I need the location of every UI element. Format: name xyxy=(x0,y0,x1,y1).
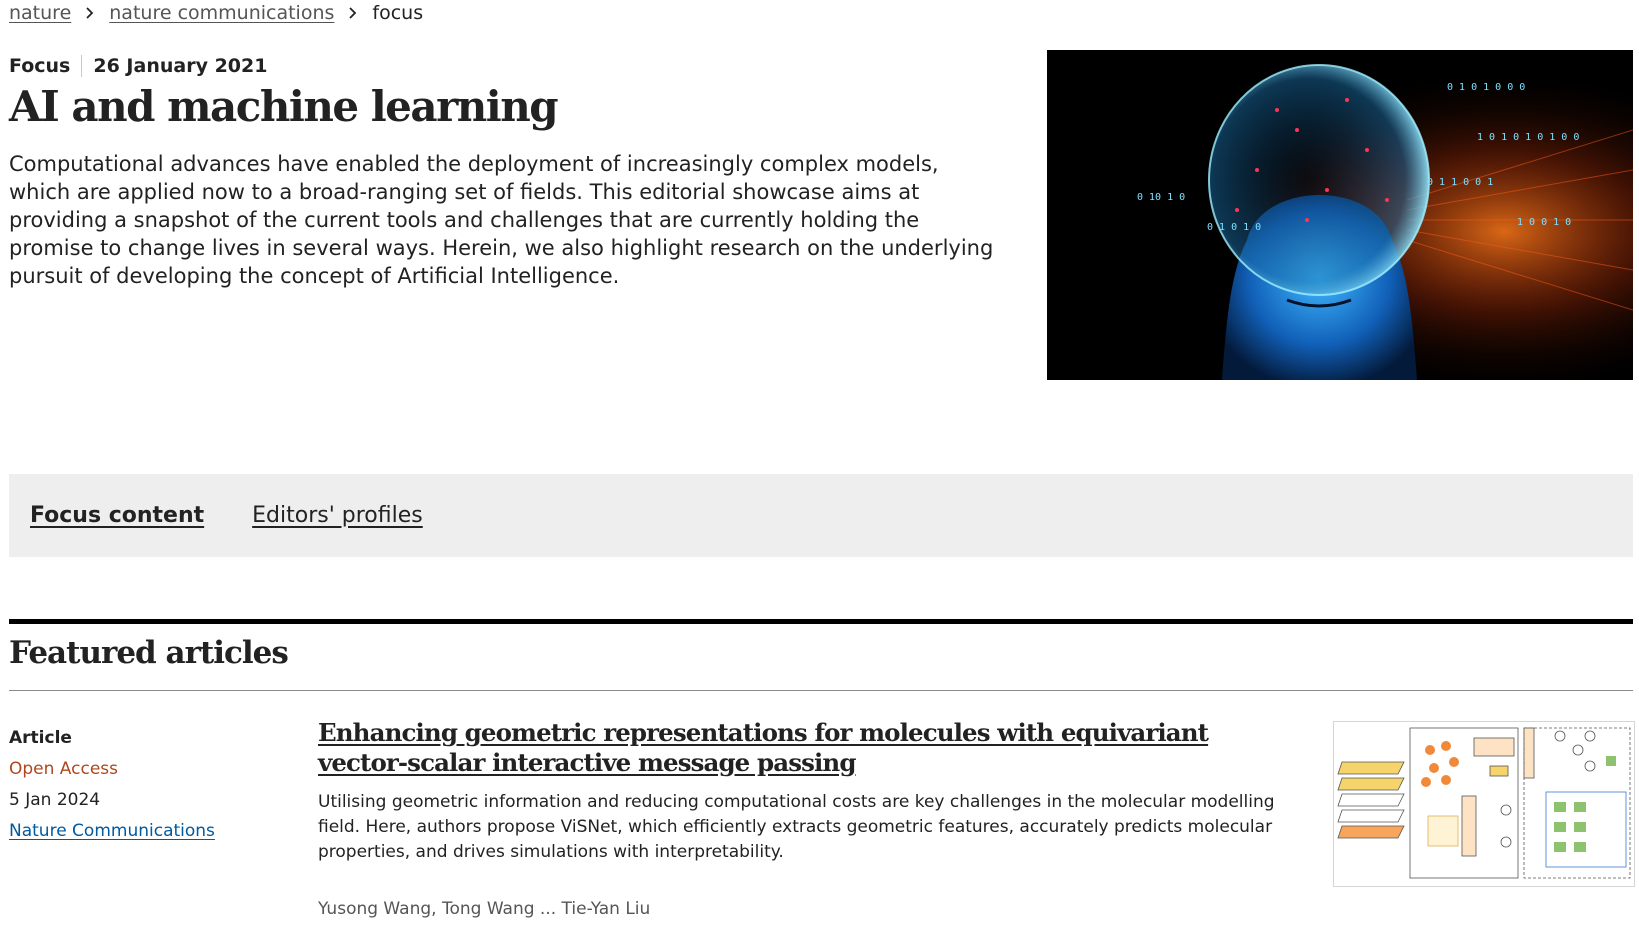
chevron-right-icon xyxy=(83,6,97,20)
focus-description: Computational advances have enabled the deployment of increasingly complex models, which are applied now to a broad-ranging set of fields. This editorial showcase aims at providing a snapshot of the current tools and challenges that are currently holding the promise to change lives in several ways. Herein, we also highlight research on the underlying pursuit of developing the concept of Artificial Intelligence. xyxy=(9,152,994,288)
featured-articles-heading: Featured articles xyxy=(9,635,288,671)
breadcrumb-current: focus xyxy=(372,2,424,24)
article-thumbnail[interactable] xyxy=(1333,721,1635,887)
content-type-label: Focus xyxy=(9,55,82,77)
svg-text:0 1 0 1 0: 0 1 0 1 0 xyxy=(1207,222,1262,233)
focus-meta xyxy=(9,52,267,80)
breadcrumb xyxy=(9,0,423,26)
article-title xyxy=(318,718,1278,778)
focus-tabs xyxy=(9,474,1633,557)
article-title-link[interactable]: Enhancing geometric representations for molecules with equivariant vector-scalar interactive message passing xyxy=(318,718,1209,777)
svg-text:1 0 0 1 0: 1 0 0 1 0 xyxy=(1517,217,1572,228)
article-type-label: Article xyxy=(9,728,72,748)
article-date: 5 Jan 2024 xyxy=(9,790,101,810)
open-access-label: Open Access xyxy=(9,759,119,779)
publish-date: 26 January 2021 xyxy=(93,55,268,77)
breadcrumb-link-nature-communications[interactable]: nature communications xyxy=(109,2,335,24)
tab-focus-content[interactable]: Focus content xyxy=(30,503,205,528)
section-divider-thick xyxy=(9,619,1633,624)
article-authors: Yusong Wang, Tong Wang ... Tie-Yan Liu xyxy=(318,899,651,919)
svg-text:0 10 1 0: 0 10 1 0 xyxy=(1137,192,1186,203)
section-divider-thin xyxy=(9,690,1633,691)
hero-image xyxy=(1047,50,1633,380)
chevron-right-icon xyxy=(346,6,360,20)
article-meta xyxy=(9,723,299,847)
journal-link[interactable]: Nature Communications xyxy=(9,821,215,841)
tab-editors-profiles[interactable]: Editors' profiles xyxy=(252,503,423,528)
page-title: AI and machine learning xyxy=(9,82,558,131)
breadcrumb-link-nature[interactable]: nature xyxy=(9,2,72,24)
svg-text:0 1 0 1 0 0 0: 0 1 0 1 0 0 0 xyxy=(1447,82,1526,93)
svg-text:0 1 1 0 0 1: 0 1 1 0 0 1 xyxy=(1427,177,1494,188)
svg-text:1 0 1 0 1 0 1 0 0: 1 0 1 0 1 0 1 0 0 xyxy=(1477,132,1580,143)
article-abstract: Utilising geometric information and reducing computational costs are key challenges in the molecular modelling field. Here, authors propose ViSNet, which efficiently extracts geometric features, accurately predicts molecular properties, and drives simulations with interpretability. xyxy=(318,792,1275,862)
